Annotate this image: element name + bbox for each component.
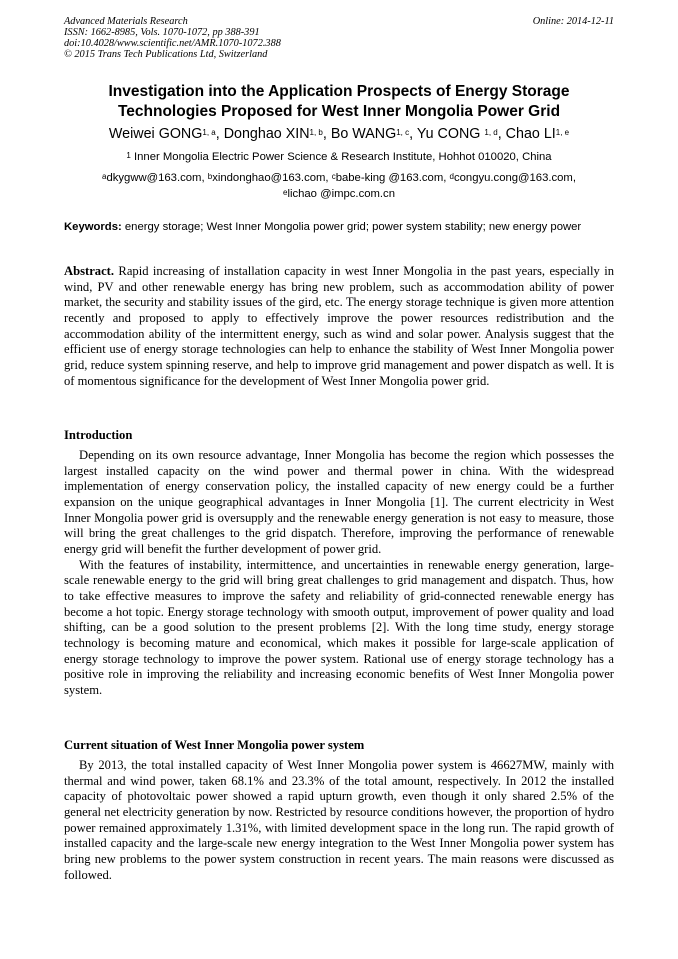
email-sup: b [207, 172, 213, 181]
current-situation-body [64, 758, 614, 883]
introduction-body [64, 448, 614, 699]
online-date: Online: 2014-12-11 [532, 16, 614, 27]
journal-header [64, 16, 614, 60]
section-heading-introduction: Introduction [64, 428, 133, 442]
email-c: babe-king @163.com, [335, 172, 450, 184]
email-a: dkygww@163.com, [106, 172, 208, 184]
affiliation-text: Inner Mongolia Electric Power Science & Research Institute, Hohhot 010020, China [134, 151, 552, 163]
email-sup: e [283, 188, 288, 197]
affiliation [40, 150, 638, 164]
author-name: Bo WANG [330, 126, 397, 142]
author-name: Donghao XIN [223, 126, 310, 142]
author-name: Yu CONG [416, 126, 485, 142]
abstract-label: Abstract. [64, 264, 115, 278]
paragraph: With the features of instability, intermittence, and uncertainties in renewable energy generation, large-scale renewable energy to the grid will bring great challenges to grid management and dispatch. Thus, how to take effective measures to improve the safety and reliability of grid-connected renewable energy has become a hot topic. Energy storage technology with smooth output, improvement of power quality and load shifting, can be a good solution to the present problems [2]. With the long time study, energy storage technology is becoming mature and economical, which makes it possible for large-scale application of energy storage technology to improve the power system. Rational use of energy storage technology has a positive role in improving the reliability and increasing economic benefits of West Inner Mongolia power system. [64, 557, 614, 697]
email-sup: a [102, 172, 107, 181]
author-name: Chao LI [505, 126, 556, 142]
keywords-label: Keywords: [64, 221, 122, 233]
author-name: Weiwei GONG [108, 126, 203, 142]
email-e: lichao @impc.com.cn [287, 188, 395, 200]
email-b: xindonghao@163.com, [212, 172, 332, 184]
keywords [64, 220, 614, 235]
journal-issn: ISSN: 1662-8985, Vols. 1070-1072, pp 388-391 [64, 27, 260, 38]
author-sup: 1, e [555, 128, 570, 137]
abstract [64, 264, 614, 389]
paragraph: By 2013, the total installed capacity of West Inner Mongolia power system is 46627MW, mainly with thermal and wind power, taken 68.1% and 23.3% of the total amount, respectively. In 2012 the installed capacity of photovoltaic power showed a rapid upturn growth, even though it only shared 2.5% of the general net electricity generation by now. Restricted by resource conditions however, the proportion of hydro power remained approximately 1.31%, with limited development space in the long run. The rapid growth of installed capacity and the large-scale new energy integration to the West Inner Mongolia power system has bring new problems to the power system construction in recent years. The main reasons were discussed as followed. [64, 758, 614, 882]
keywords-text: energy storage; West Inner Mongolia power grid; power system stability; new energy power [121, 221, 582, 233]
email-sup: c [331, 172, 336, 181]
paragraph: Depending on its own resource advantage, Inner Mongolia has become the region which possesses the largest installed capacity on the wind power and thermal power in china. With the widespread implementation of energy conservation policy, the installed capacity of new energy could be a further expansion on the unique geographical advantages in Inner Mongolia [1]. The current electricity in West Inner Mongolia power grid is oversupply and the renewable energy generation is not easy to measure, those will bring the great challenges to the grid dispatch. Therefore, improving the performance of renewable energy grid will benefit the further development of power grid. [64, 448, 614, 556]
title-line-2: Technologies Proposed for West Inner Mongolia Power Grid [117, 103, 561, 120]
section-heading-current-situation: Current situation of West Inner Mongolia power system [64, 738, 365, 752]
author-sup: 1, d [484, 128, 498, 137]
author-sup: 1, b [309, 128, 323, 137]
author-sup: 1, a [202, 128, 216, 137]
abstract-text: Rapid increasing of installation capacity in west Inner Mongolia in the past years, especially in wind, PV and other renewable energy has bring new problem, such as accommodation ability of power market, the security and stability issues of the gird, etc. The energy storage technique is given more attention recently and proposed to apply to effectively improve the power resources redistribution and the accommodation ability of the intermittent energy, such as wind and solar power. Analysis suggest that the efficient use of energy storage technologies can help to enhance the stability of West Inner Mongolia power grid, reduce system spinning reserve, and help to improve grid management and power dispatch as well. It is of momentous significance for the development of West Inner Mongolia power grid. [64, 264, 614, 388]
journal-doi: doi:10.4028/www.scientific.net/AMR.1070-1072.388 [64, 38, 281, 49]
journal-copyright: © 2015 Trans Tech Publications Ltd, Switzerland [64, 49, 268, 60]
author-emails [40, 170, 638, 202]
author-list: Weiwei GONG$^{1, a}$, Donghao XIN$^{1, b}$, Bo WANG$^{1, c}$, Yu CONG $^{1, d}$, Chao LI$^{1, e}$ [108, 126, 570, 142]
journal-name: Advanced Materials Research [64, 16, 188, 27]
email-sup: d [449, 172, 454, 181]
email-d: congyu.cong@163.com, [453, 172, 576, 184]
author-sup: 1, c [396, 128, 410, 137]
title-line-1: Investigation into the Application Prospects of Energy Storage [108, 83, 570, 100]
paper-title [60, 82, 618, 122]
affiliation-sup: 1 [126, 151, 131, 160]
